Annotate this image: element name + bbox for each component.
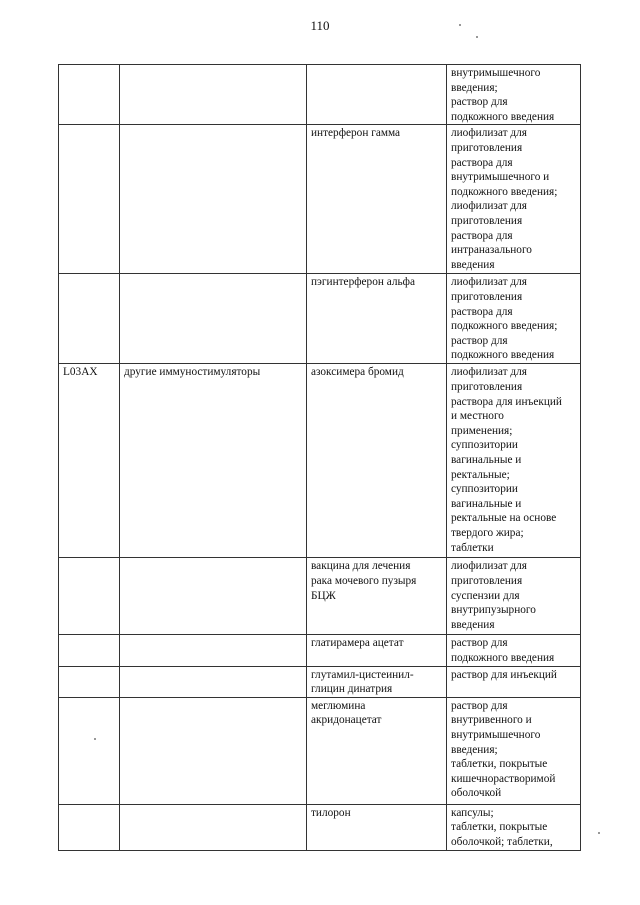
group-cell (120, 635, 307, 666)
table-row (59, 804, 581, 850)
drug-name-cell: вакцина для лечения рака мочевого пузыря БЦЖ (307, 558, 447, 635)
atc-code-cell (59, 65, 120, 125)
group-cell (120, 697, 307, 804)
drug-name-cell (307, 65, 447, 125)
group-cell (120, 274, 307, 364)
drug-table (58, 64, 581, 851)
scan-speck (459, 24, 461, 26)
atc-code-cell (59, 697, 120, 804)
dosage-form-cell: капсулы; таблетки, покрытые оболочкой; таблетки, (447, 804, 581, 850)
table-row (59, 65, 581, 125)
group-cell (120, 804, 307, 850)
atc-code-cell (59, 125, 120, 274)
group-cell (120, 666, 307, 697)
group-cell (120, 125, 307, 274)
dosage-form-cell: внутримышечного введения; раствор для подкожного введения (447, 65, 581, 125)
drug-name-cell: тилорон (307, 804, 447, 850)
atc-code-cell (59, 274, 120, 364)
group-cell (120, 65, 307, 125)
drug-name-cell: азоксимера бромид (307, 364, 447, 558)
dosage-form-cell: раствор для инъекций (447, 666, 581, 697)
scan-speck (94, 738, 96, 740)
table-row (59, 635, 581, 666)
table-row (59, 125, 581, 274)
drug-name-cell: пэгинтерферон альфа (307, 274, 447, 364)
dosage-form-cell: лиофилизат для приготовления раствора для инъекций и местного применения; суппозитории вагинальные и ректальные; суппозитории вагинальные и ректальные на основе твердого жира; таблетки (447, 364, 581, 558)
dosage-form-cell: раствор для подкожного введения (447, 635, 581, 666)
table-row (59, 274, 581, 364)
drug-name-cell: глутамил-цистеинил- глицин динатрия (307, 666, 447, 697)
scan-speck (598, 832, 600, 834)
table-row (59, 697, 581, 804)
atc-code-cell: L03AX (59, 364, 120, 558)
dosage-form-cell: раствор для внутривенного и внутримышечного введения; таблетки, покрытые кишечнорастворимой оболочкой (447, 697, 581, 804)
page-number: 110 (310, 18, 330, 33)
dosage-form-cell: лиофилизат для приготовления раствора для подкожного введения; раствор для подкожного введения (447, 274, 581, 364)
drug-name-cell: глатирамера ацетат (307, 635, 447, 666)
atc-code-cell (59, 804, 120, 850)
group-cell: другие иммуностимуляторы (120, 364, 307, 558)
atc-code-cell (59, 666, 120, 697)
atc-code-cell (59, 635, 120, 666)
dosage-form-cell: лиофилизат для приготовления суспензии для внутрипузырного введения (447, 558, 581, 635)
table-row (59, 558, 581, 635)
dosage-form-cell: лиофилизат для приготовления раствора для внутримышечного и подкожного введения; лиофилизат для приготовления раствора для интраназального введения (447, 125, 581, 274)
atc-code-cell (59, 558, 120, 635)
table-row (59, 666, 581, 697)
drug-name-cell: меглюмина акридонацетат (307, 697, 447, 804)
scan-speck (476, 36, 478, 38)
drug-name-cell: интерферон гамма (307, 125, 447, 274)
group-cell (120, 558, 307, 635)
table-row (59, 364, 581, 558)
